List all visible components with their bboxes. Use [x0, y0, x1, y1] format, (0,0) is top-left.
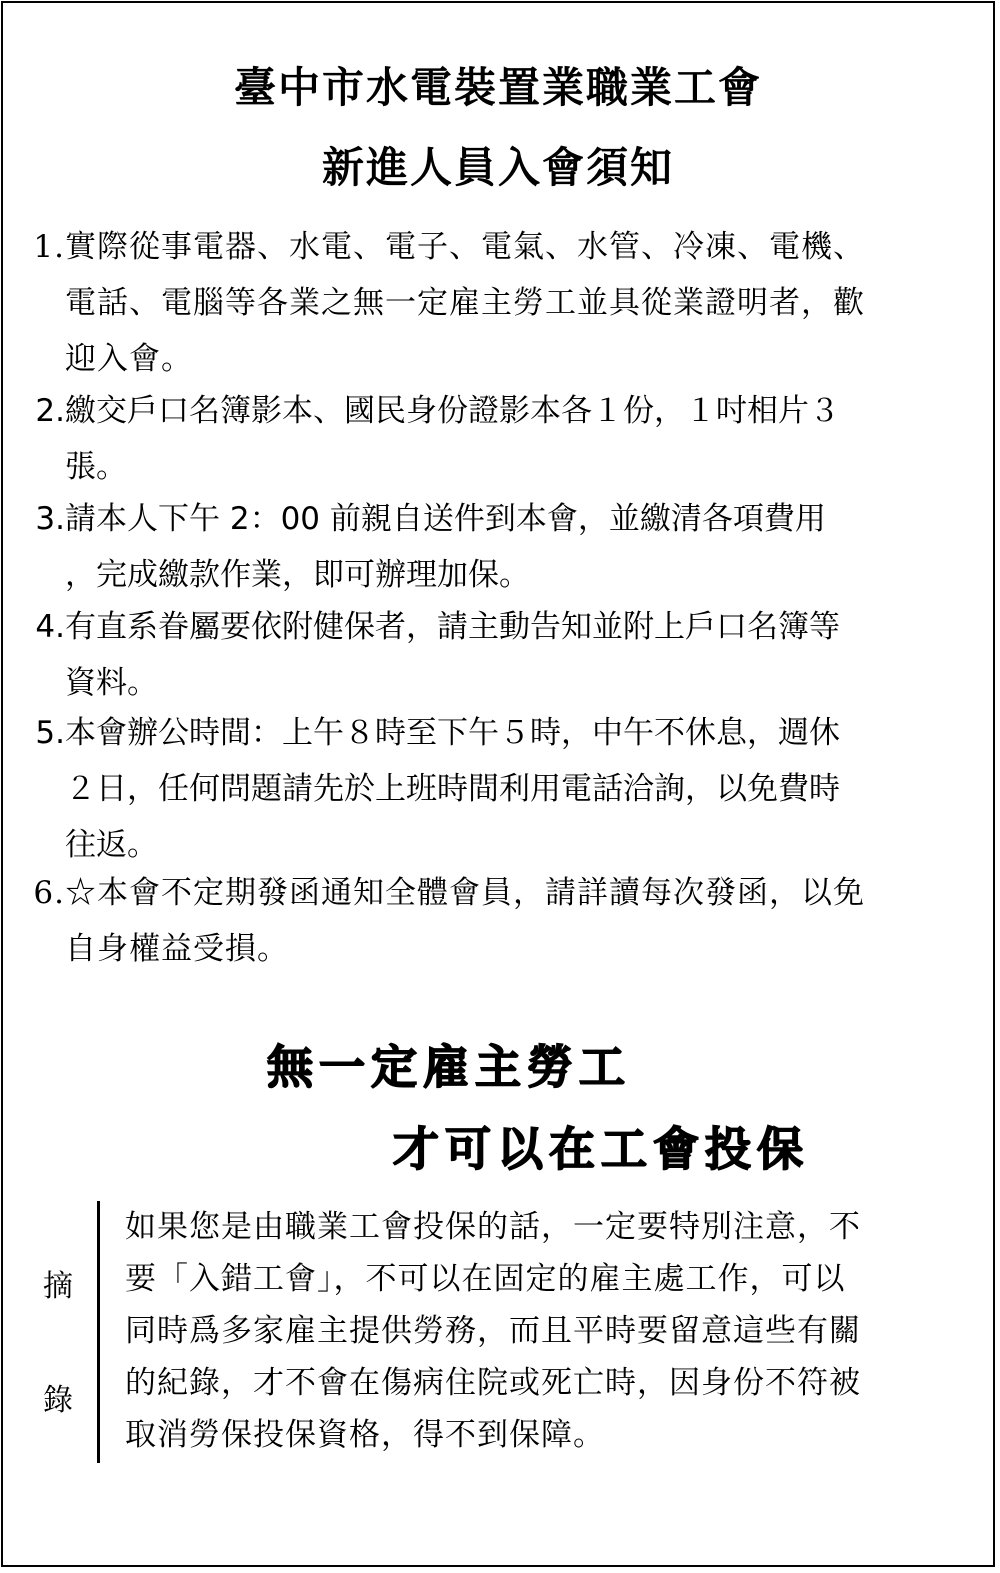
item-line: 繳交戶口名簿影本、國民身份證影本各１份，１吋相片３ — [65, 393, 840, 429]
item-line: 往返。 — [65, 827, 158, 863]
item-line: ，完成繳款作業，即可辦理加保。 — [65, 557, 530, 593]
summary-line: 同時爲多家雇主提供勞務，而且平時要留意這些有關 — [125, 1313, 861, 1349]
item-number: 1. — [33, 229, 65, 265]
summary-line: 要「入錯工會」，不可以在固定的雇主處工作，可以 — [125, 1261, 846, 1297]
summary-label-char-1: 摘 — [43, 1269, 73, 1304]
notice-item-2 — [25, 383, 985, 495]
union-name-title: 臺中市水電裝置業職業工會 — [233, 63, 762, 112]
summary-line: 如果您是由職業工會投保的話，一定要特別注意，不 — [125, 1209, 861, 1245]
item-line: 張。 — [65, 449, 127, 485]
item-number: 4. — [35, 609, 65, 645]
item-number: 2. — [35, 393, 65, 429]
item-line: 實際從事電器、水電、電子、電氣、水管、冷凍、電機、 — [65, 229, 865, 265]
summary-line: 的紀錄，才不會在傷病住院或死亡時，因身份不符被 — [125, 1365, 861, 1401]
item-line: 請本人下午 2：00 前親自送件到本會，並繳清各項費用 — [65, 501, 826, 537]
item-line: 電話、電腦等各業之無一定雇主勞工並具從業證明者，歡 — [65, 285, 865, 321]
notice-subtitle: 新進人員入會須知 — [321, 143, 674, 192]
summary-text — [125, 1201, 985, 1461]
item-line: 資料。 — [65, 665, 158, 701]
notice-item-1 — [25, 219, 985, 387]
item-line: 自身權益受損。 — [65, 931, 289, 967]
item-line: ☆本會不定期發函通知全體會員，請詳讀每次發函，以免 — [65, 875, 865, 911]
notice-page — [1, 1, 995, 1567]
item-line: 本會辦公時間：上午８時至下午５時，中午不休息，週休 — [65, 715, 840, 751]
item-line: 有直系眷屬要依附健保者，請主動告知並附上戶口名簿等 — [65, 609, 840, 645]
summary-line: 取消勞保投保資格，得不到保障。 — [125, 1417, 605, 1453]
item-number: 3. — [35, 501, 65, 537]
summary-label-char-2: 錄 — [43, 1383, 73, 1418]
item-line: ２日，任何問題請先於上班時間利用電話洽詢，以免費時 — [65, 771, 840, 807]
notice-item-6 — [25, 865, 985, 977]
notice-item-5 — [25, 705, 985, 873]
item-number: 5. — [35, 715, 65, 751]
notice-item-3 — [25, 491, 985, 603]
item-line: 迎入會。 — [65, 341, 193, 377]
notice-item-4 — [25, 599, 985, 711]
item-number: 6. — [33, 875, 65, 911]
slogan-line-1: 無一定雇主勞工 — [267, 1040, 631, 1094]
slogan-line-2: 才可以在工會投保 — [393, 1122, 809, 1176]
summary-divider — [97, 1201, 100, 1463]
